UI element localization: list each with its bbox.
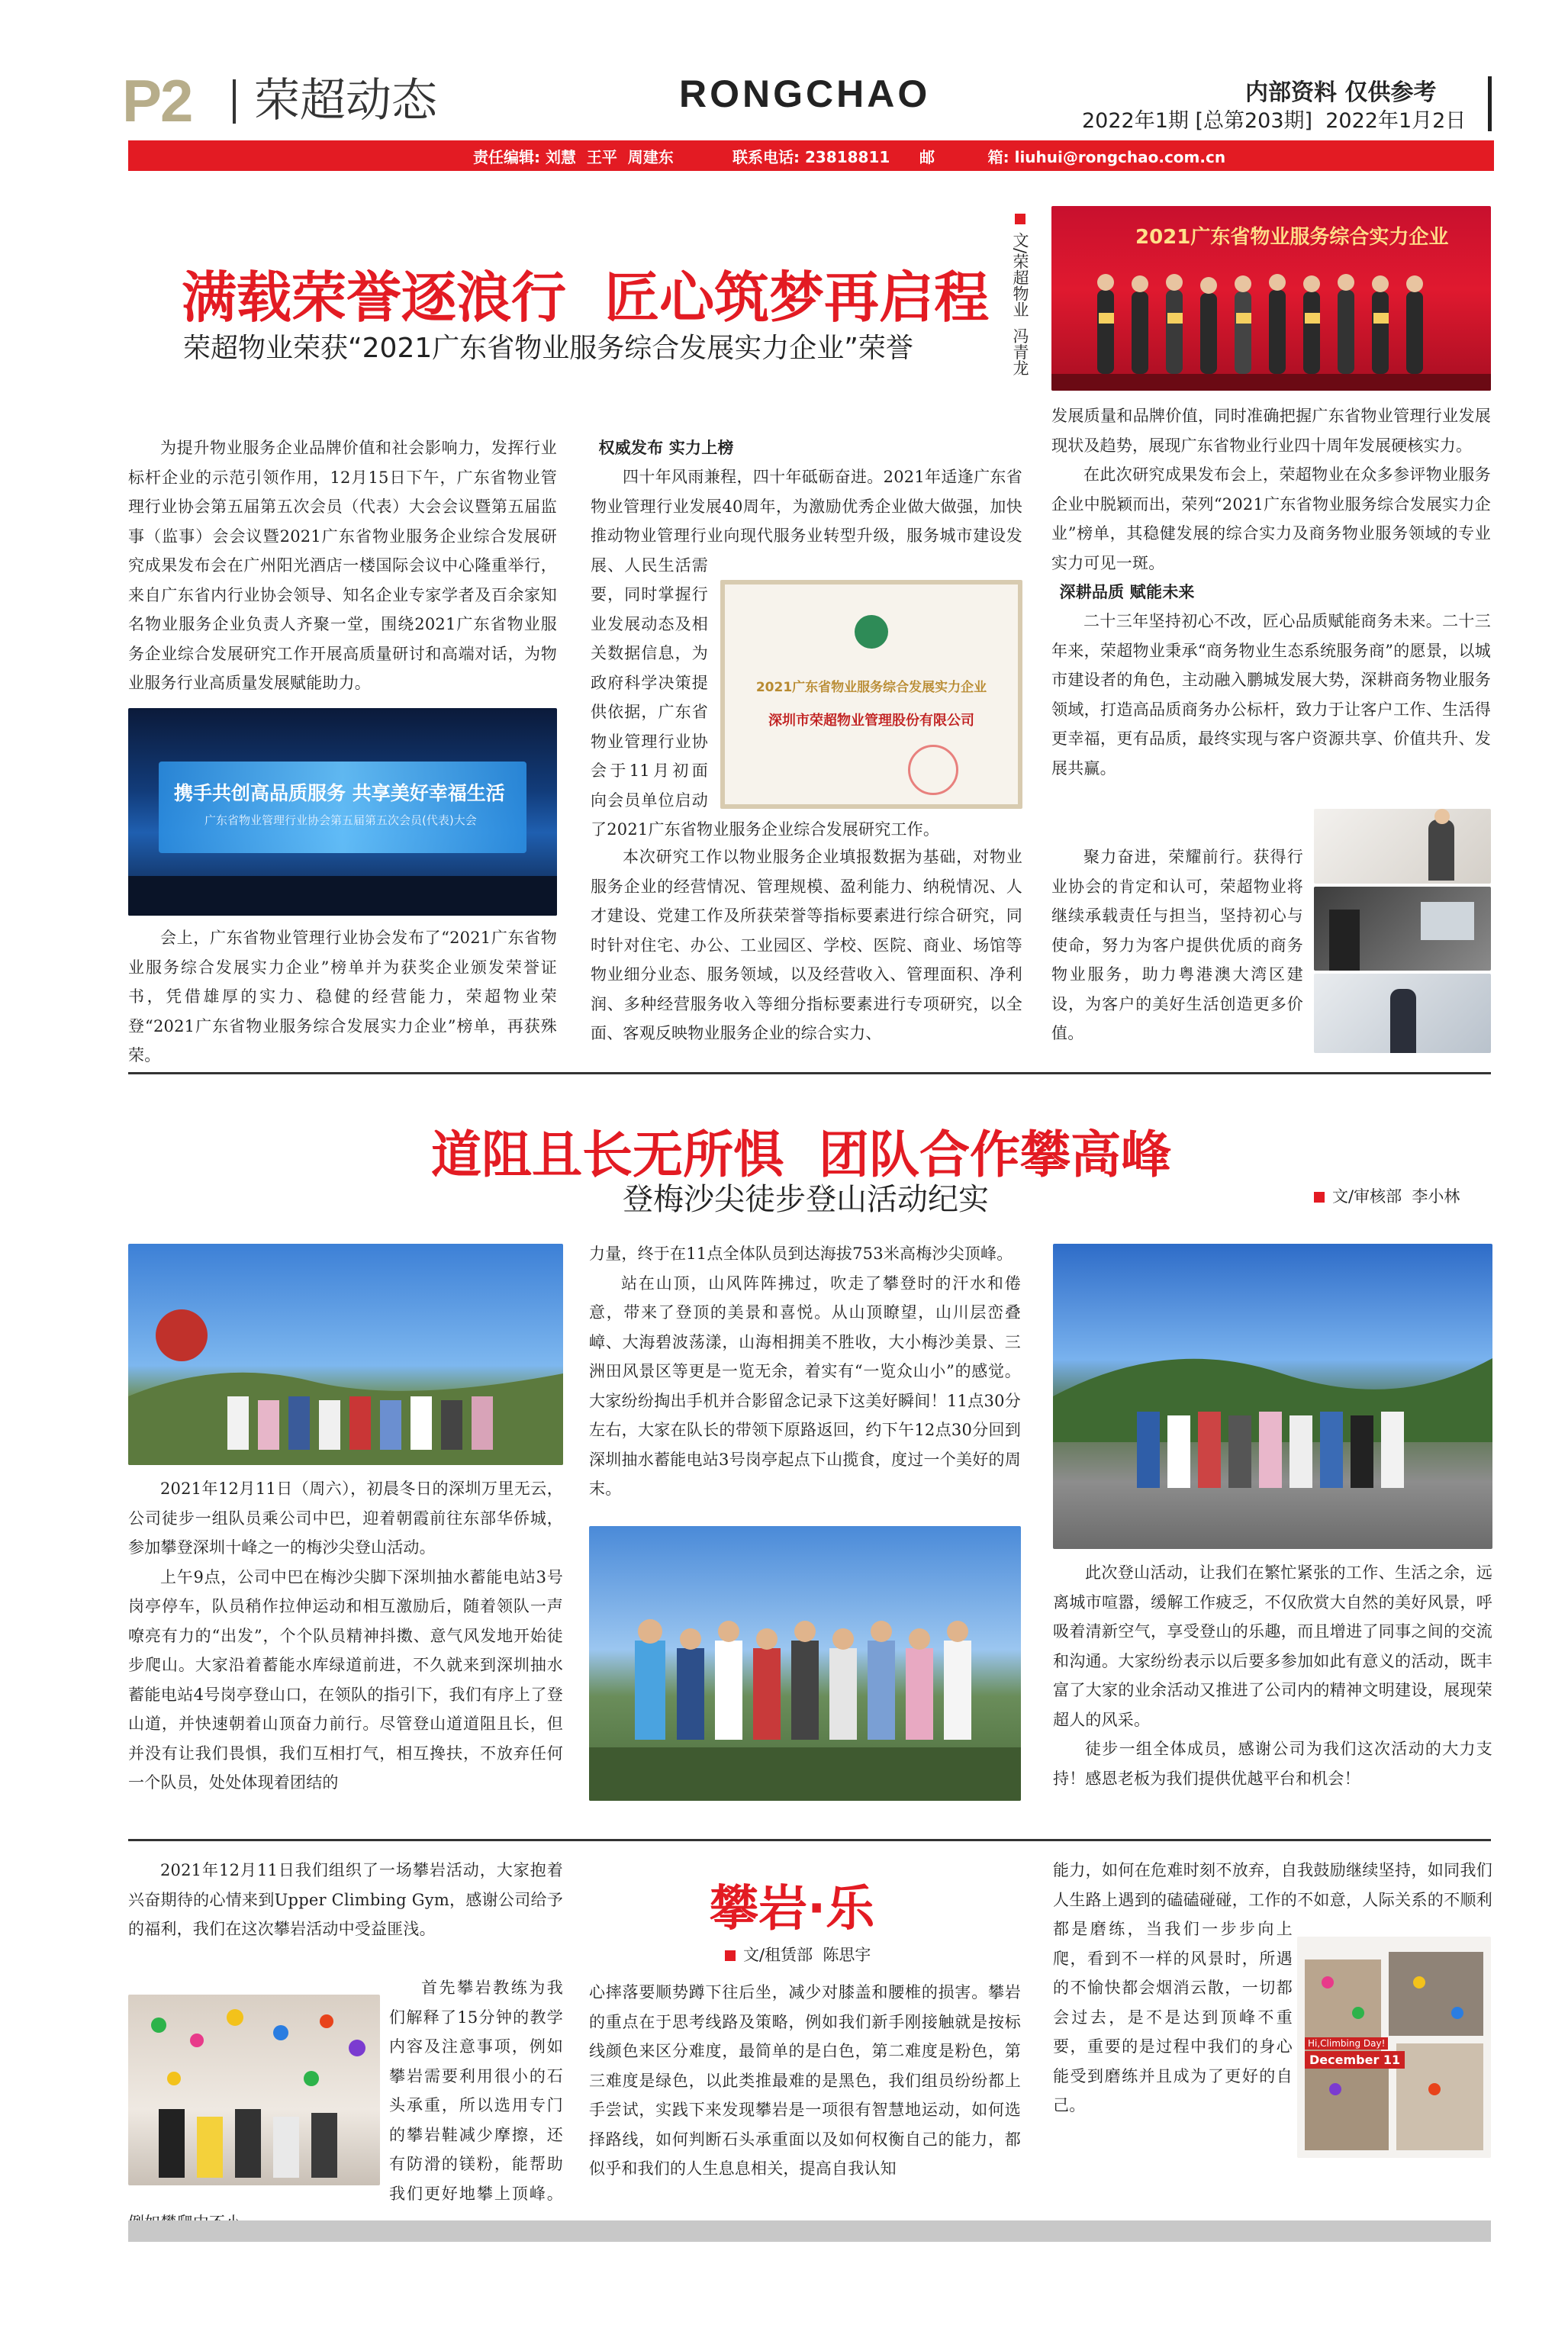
article1-col3-para3: 二十三年坚持初心不改，匠心品质赋能商务未来。二十三年来，荣超物业秉承“商务物业生态系统服务商”的愿景，以城市建设者的角色，主动融入鹏城发展大势，深耕商务物业服务领域，打造高品质商务办公标杆，致力于让客户工作、生活得更幸福，更有品质，最终实现与客户资源共享、价值共升、发展共赢。 <box>1051 612 1491 778</box>
article1-col3-narrow <box>1051 842 1303 1048</box>
service-photo-2 <box>1314 887 1491 971</box>
article2-col3-para1: 此次登山活动，让我们在繁忙紧张的工作、生活之余，远离城市喧嚣，缓解工作疲乏，不仅欣赏大自然的美好风景，呼吸着清新空气，享受登山的乐趣，而且增进了同事之间的交流和沟通。大家纷纷表示以后要多参加如此有意义的活动，既丰富了大家的业余活动又推进了公司内的精神文明建设，展现荣超人的风采。 <box>1053 1563 1492 1729</box>
email: 邮 箱: liuhui@rongchao.com.cn <box>919 148 1226 166</box>
award-certificate <box>720 580 1022 809</box>
text-wrap-spacer <box>128 1995 389 2190</box>
issue-info: 2022年1期 [总第203期] 2022年1月2日 <box>1082 109 1467 133</box>
article3-title: 攀岩·乐 <box>710 1881 875 1937</box>
article2-col2 <box>589 1239 1021 1504</box>
divider-2 <box>128 1839 1491 1841</box>
article1-col1-para1: 为提升物业服务企业品牌价值和社会影响力，发挥行业标杆企业的示范引领作用，12月15日下午，广东省物业管理行业协会第五届第五次会员（代表）大会会议暨第五届监事（监事）会会议暨2021广东省物业服务企业综合发展研究成果发布会在广州阳光酒店一楼国际会议中心隆重举行，来自广东省内行业协会领导、知名企业专家学者及百余家知名物业服务企业负责人齐聚一堂，围绕2021广东省物业服务企业综合发展研究工作开展高质量研讨和高端对话，为物业服务行业高质量发展赋能助力。 <box>128 439 557 692</box>
article1-col3-para1: 发展质量和品牌价值，同时准确把握广东省物业管理行业发展现状及趋势，展现广东省物业行业四十周年发展硬核实力。 <box>1051 407 1491 455</box>
article1-col3 <box>1051 401 1491 783</box>
article1-col1-para2: 会上，广东省物业管理行业协会发布了“2021广东省物业服务综合发展实力企业”榜单并为获奖企业颁发荣誉证书，凭借雄厚的实力、稳健的经营能力，荣超物业荣登“2021广东省物业服务综合发展实力企业”榜单，再获殊荣。 <box>128 929 557 1064</box>
hiking-summit-photo <box>589 1526 1021 1801</box>
photo-banner-text: 2021广东省物业服务综合实力企业 <box>1135 226 1449 249</box>
header-right-bar <box>1488 76 1492 131</box>
article1-col2-para1: 四十年风雨兼程，四十年砥砺奋进。2021年适逢广东省物业管理行业发展40周年，为激励优秀企业做大做强，加快推动物业管理行业向现代服务业转型升级，服务城市建设发展、人民生活需要，同时掌握行业发展动态及相关数据信息，为政府科学决策提供依据，广东省物业管理行业协会于11月初面向会员单位启动了2021广东省物业服务企业综合发展研究工作。 <box>591 468 1022 839</box>
article2-byline: 文/审核部 李小林 <box>1332 1187 1460 1206</box>
article1-byline-marker <box>1015 214 1025 224</box>
article3-col3-para1: 能力，如何在危难时刻不放弃，自我鼓励继续坚持，如同我们人生路上遇到的磕磕碰碰，工作的不如意，人际关系的不顺利都是磨练，当我们一步步向上爬，看到不一样的风景时，所遇的不愉快都会烟消云散，一切都会过去，是不是达到顶峰不重要，重要的是过程中我们的身心能受到磨练并且成为了更好的自己。 <box>1053 1861 1492 2114</box>
climbing-collage-photo <box>1297 1937 1491 2158</box>
article2-subtitle: 登梅沙尖徒步登山活动纪实 <box>623 1182 989 1217</box>
award-ceremony-photo <box>1051 206 1491 391</box>
collage-caption-2: December 11 <box>1305 2051 1405 2069</box>
article2-col2-para1: 力量，终于在11点全体队员到达海拔753米高梅沙尖顶峰。 <box>589 1245 1013 1263</box>
phone: 联系电话: 23818811 <box>732 148 890 166</box>
article3-byline-wrap <box>725 1943 871 1966</box>
article1-col2-heading: 权威发布 实力上榜 <box>598 439 734 457</box>
page-number: P2 <box>122 67 192 134</box>
article3-col2-para1: 心摔落要顺势蹲下往后坐，减少对膝盖和腰椎的损害。攀岩的重点在于思考线路及策略，例如我们新手刚接触就是按标线颜色来区分难度，最简单的是白色，第二难度是粉色，第三难度是绿色，以此类推最难的是黑色，我们组员纷纷都上手尝试，实践下来发现攀岩是一项很有智慧地运动，如何选择路线，如何判断石头承重面以及如何权衡自己的能力，都似乎和我们的人生息息相关，提高自我认知 <box>589 1983 1021 2178</box>
internal-note: 内部资料 仅供参考 <box>1245 79 1437 106</box>
section-divider <box>233 79 236 124</box>
article1-col1-bottom <box>128 923 557 1071</box>
article3-col2 <box>589 1978 1021 2184</box>
certificate-company: 深圳市荣超物业管理股份有限公司 <box>768 713 974 729</box>
hiking-group-photo-1 <box>128 1244 563 1465</box>
article2-col1-para1: 2021年12月11日（周六），初晨冬日的深圳万里无云，公司徒步一组队员乘公司中巴，迎着朝霞前往东部华侨城，参加攀登深圳十峰之一的梅沙尖登山活动。 <box>128 1480 563 1557</box>
article1-col3-para2: 在此次研究成果发布会上，荣超物业在众多参评物业服务企业中脱颖而出，荣列“2021广东省物业服务综合发展实力企业”榜单，其稳健发展的综合实力及商务物业服务领域的专业实力可见一斑。 <box>1051 465 1491 572</box>
article1-col2-bottom <box>591 842 1022 1048</box>
divider-1 <box>128 1072 1491 1074</box>
article2-byline-wrap <box>1314 1184 1460 1207</box>
article1-title: 满载荣誉逐浪行 匠心筑梦再启程 <box>182 266 990 330</box>
article2-col3 <box>1053 1558 1492 1793</box>
article2-col1 <box>128 1474 563 1798</box>
editors: 责任编辑: 刘慧 王平 周建东 <box>473 148 674 166</box>
service-photo-1 <box>1314 809 1491 884</box>
article2-col1-para2: 上午9点，公司中巴在梅沙尖脚下深圳抽水蓄能电站3号岗亭停车，队员稍作拉伸运动和相互激励后，随着领队一声嘹亮有力的“出发”，个个队员精神抖擞、意气风发地开始徒步爬山。大家沿着蓄能水库绿道前进，不久就来到深圳抽水蓄能电站4号岗亭登山口，在领队的指引下，我们有序上了登山道，并快速朝着山顶奋力前行。尽管登山道道阻且长，但并没有让我们畏惧，我们互相打气，相互搀扶，不放弃任何一个队员，处处体现着团结的 <box>128 1567 563 1792</box>
article3-col1-para2: 首先攀岩教练为我们解释了15分钟的教学内容及注意事项，例如攀岩需要利用很小的石头承重，所以选用专门的攀岩鞋减少摩擦，还有防滑的镁粉，能帮助我们更好地攀上顶峰。 <box>389 1979 563 2203</box>
certificate-title: 2021广东省物业服务综合发展实力企业 <box>755 680 987 695</box>
article3-col1-right <box>128 1973 563 2238</box>
article1-byline: 文/荣超物业 冯青龙 <box>1011 232 1029 376</box>
service-photo-3 <box>1314 974 1491 1053</box>
stage-slogan: 携手共创高品质服务 共享美好幸福生活 <box>174 782 505 804</box>
article3-col1-para1: 2021年12月11日我们组织了一场攀岩活动，大家抱着兴奋期待的心情来到Upper Climbing Gym，感谢公司给予的福利，我们在这次攀岩活动中受益匪浅。 <box>128 1861 563 1938</box>
award-people-figures <box>1051 206 1491 391</box>
byline-marker <box>1314 1192 1325 1203</box>
article1-col1-top <box>128 433 557 698</box>
stage-subtitle: 广东省物业管理行业协会第五届第五次会员(代表)大会 <box>204 813 477 827</box>
section-title: 荣超动态 <box>254 74 437 127</box>
article1-col2-para2: 本次研究工作以物业服务企业填报数据为基础，对物业服务企业的经营情况、管理规模、盈利能力、纳税情况、人才建设、党建工作及所获荣誉等指标要素进行综合研究，同时针对住宅、办公、工业园区、学校、医院、商业、场馆等物业细分业态、服务领域，以及经营收入、管理面积、净利润、多种经营服务收入等细分指标要素进行专项研究，以全面、客观反映物业服务企业的综合实力、 <box>591 848 1022 1042</box>
article3-col1-top <box>128 1856 563 1944</box>
byline-marker <box>725 1950 736 1961</box>
collage-caption-1: Hi,Climbing Day! <box>1305 2037 1388 2050</box>
article2-col3-para2: 徒步一组全体成员，感谢公司为我们这次活动的大力支持！感恩老板为我们提供优越平台和机会！ <box>1053 1740 1492 1788</box>
article3-byline: 文/租赁部 陈思宇 <box>743 1946 871 1964</box>
article1-col3-heading: 深耕品质 赋能未来 <box>1059 583 1195 601</box>
footer-gray-bar <box>128 2220 1491 2242</box>
brand-name: RONGCHAO <box>679 72 931 115</box>
article2-col2-para2: 站在山顶，山风阵阵拂过，吹走了攀登时的汗水和倦意，带来了登顶的美景和喜悦。从山顶瞭望，山川层峦叠嶂、大海碧波荡漾，山海相拥美不胜收，大小梅沙美景、三洲田风景区等更是一览无余，着实有“一览众山小”的感觉。大家纷纷掏出手机并合影留念记录下这美好瞬间！11点30分左右，大家在队长的带领下原路返回，约下午12点30分回到深圳抽水蓄能电站3号岗亭起点下山揽食，度过一个美好的周末。 <box>589 1274 1021 1498</box>
article1-subtitle: 荣超物业荣获“2021广东省物业服务综合发展实力企业”荣誉 <box>183 333 913 364</box>
article1-col3-para4: 聚力奋进，荣耀前行。获得行业协会的肯定和认可，荣超物业将继续承载责任与担当，坚持初心与使命，努力为客户提供优质的商务物业服务，助力粤港澳大湾区建设，为客户的美好生活创造更多价值。 <box>1051 848 1303 1042</box>
article2-title: 道阻且长无所惧 团队合作攀高峰 <box>431 1125 1171 1184</box>
hiking-group-photo-2 <box>1053 1244 1492 1549</box>
conference-stage-photo <box>128 708 557 916</box>
